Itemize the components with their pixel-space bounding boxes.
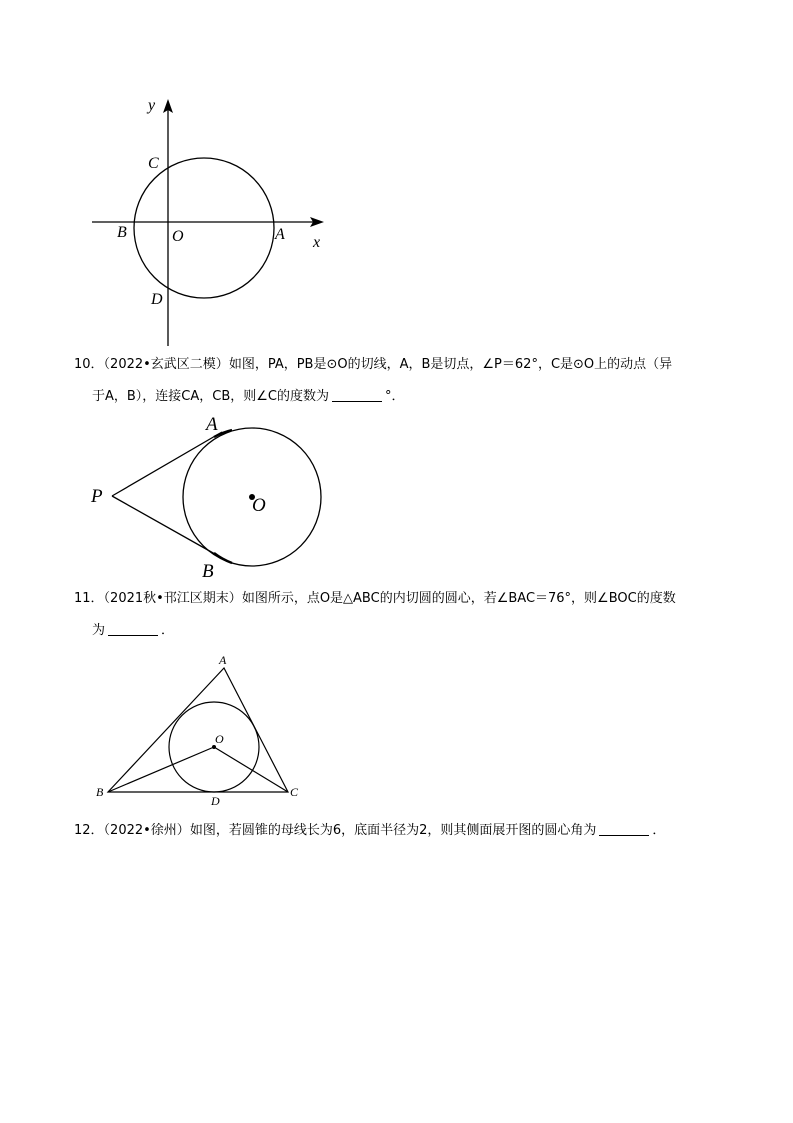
label-B: B [202,561,214,582]
question-12-line1 [74,820,665,842]
label-B: B [96,785,104,799]
label-P: P [91,486,103,507]
question-number: 11． [74,591,104,606]
label-B: B [117,224,127,241]
answer-blank[interactable] [599,822,649,836]
question-text: 为 [92,623,106,638]
question-source: （2021秋•邗江区期末） [103,591,242,606]
label-O: O [172,228,184,245]
label-A: A [275,226,285,243]
label-A: A [219,653,227,667]
question-text: 如图，若圆锥的母线长为6，底面半径为2，则其侧面展开图的圆心角为 [189,823,597,838]
label-y: y [148,97,156,114]
question-text: 如图，PA，PB是⊙O的切线，A，B是切点，∠P＝62°，C是⊙O上的动点（异 [228,357,673,372]
label-D: D [151,291,163,308]
triangle-ABC [108,668,288,792]
label-O: O [252,495,266,516]
label-C: C [290,785,299,799]
segment-OB [108,747,214,792]
label-A: A [206,414,218,435]
label-D: D [211,794,220,808]
question-suffix: °． [385,389,405,404]
label-x: x [313,234,321,251]
question-suffix: ． [161,623,175,638]
question-number: 12． [74,823,104,838]
question-suffix: ． [652,823,666,838]
question-number: 10． [74,357,104,372]
question-source: （2022•徐州） [103,823,190,838]
label-C: C [148,155,159,172]
question-source: （2022•玄武区二模） [103,357,229,372]
label-O: O [215,732,224,746]
question-text: 如图所示，点O是△ABC的内切圆的圆心，若∠BAC＝76°，则∠BOC的度数 [241,591,676,606]
question-text: 于A，B），连接CA，CB，则∠C的度数为 [92,389,330,404]
